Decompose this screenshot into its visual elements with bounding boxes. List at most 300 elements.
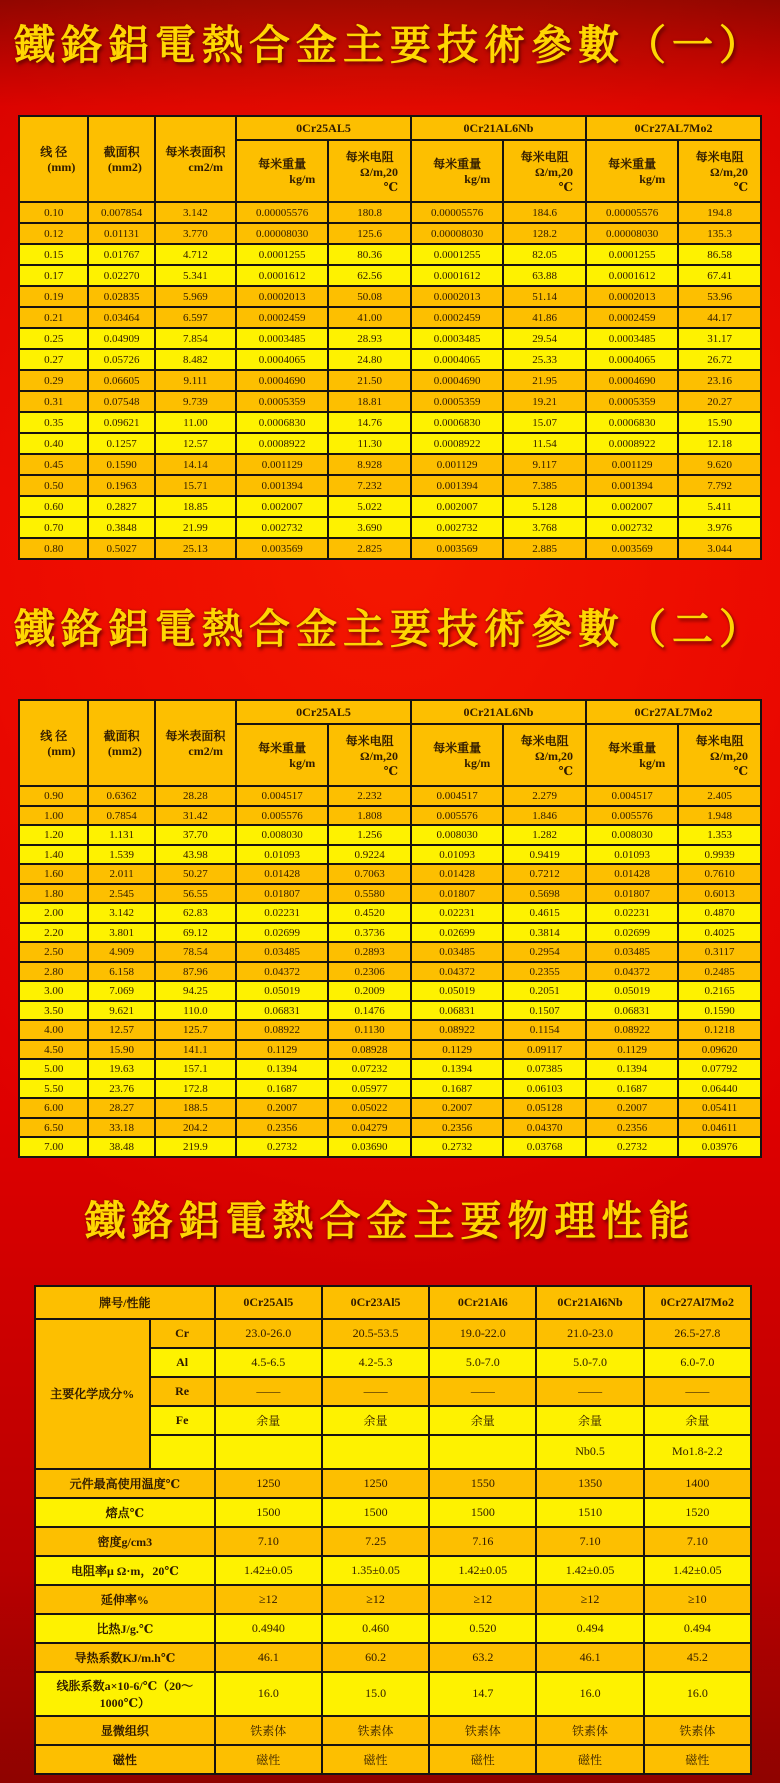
table-cell: 0.06440 bbox=[678, 1079, 761, 1099]
table-cell: 78.54 bbox=[155, 942, 236, 962]
table-cell: 1.131 bbox=[88, 825, 154, 845]
alloy-column-header: 0Cr25Al5 bbox=[215, 1286, 322, 1319]
table-row bbox=[19, 391, 761, 412]
table-cell: 0.05128 bbox=[503, 1098, 586, 1118]
table-cell: 0.07232 bbox=[328, 1059, 411, 1079]
table-cell: 0.01093 bbox=[586, 845, 678, 865]
table-cell: 172.8 bbox=[155, 1079, 236, 1099]
table-row bbox=[19, 884, 761, 904]
table-row bbox=[19, 223, 761, 244]
table-cell: 铁素体 bbox=[536, 1716, 643, 1745]
table-cell: 0.0002459 bbox=[236, 307, 328, 328]
table-cell: 0.15 bbox=[19, 244, 88, 265]
table-cell: 0.1687 bbox=[411, 1079, 503, 1099]
table-cell: 7.10 bbox=[536, 1527, 643, 1556]
table-cell: 0.08928 bbox=[328, 1040, 411, 1060]
table-cell: 3.976 bbox=[678, 517, 761, 538]
table-cell: 0.09620 bbox=[678, 1040, 761, 1060]
table-cell: 1520 bbox=[644, 1498, 751, 1527]
table-cell: —— bbox=[429, 1377, 536, 1406]
table-cell: 0.0005359 bbox=[411, 391, 503, 412]
table-cell: 1500 bbox=[429, 1498, 536, 1527]
table-cell: 0.2007 bbox=[586, 1098, 678, 1118]
table-cell: 0.3736 bbox=[328, 923, 411, 943]
table-cell: 2.80 bbox=[19, 962, 88, 982]
table-cell: 0.21 bbox=[19, 307, 88, 328]
table-row bbox=[19, 1118, 761, 1138]
table-cell: —— bbox=[215, 1377, 322, 1406]
table-cell: 0.01131 bbox=[88, 223, 154, 244]
table-cell: 0.003569 bbox=[586, 538, 678, 559]
table-cell: 135.3 bbox=[678, 223, 761, 244]
table-cell: 0.00005576 bbox=[586, 202, 678, 223]
table-cell: 0.04372 bbox=[586, 962, 678, 982]
table-cell: 0.00008030 bbox=[411, 223, 503, 244]
table-cell: 31.42 bbox=[155, 806, 236, 826]
table-cell: 铁素体 bbox=[215, 1716, 322, 1745]
table-cell: 2.885 bbox=[503, 538, 586, 559]
table-cell: 3.00 bbox=[19, 981, 88, 1001]
table-cell: 15.90 bbox=[678, 412, 761, 433]
table-cell: 0.03768 bbox=[503, 1137, 586, 1157]
table-cell: 0.50 bbox=[19, 475, 88, 496]
table-cell: 4.712 bbox=[155, 244, 236, 265]
table-cell: 0.5580 bbox=[328, 884, 411, 904]
table-cell: 0.3848 bbox=[88, 517, 154, 538]
element-label bbox=[150, 1435, 215, 1469]
table-cell: 0.2827 bbox=[88, 496, 154, 517]
alloy-group-header: 0Cr27AL7Mo2 bbox=[586, 116, 761, 140]
table-cell: 2.279 bbox=[503, 786, 586, 806]
table-cell: 0.06605 bbox=[88, 370, 154, 391]
table-cell: 16.0 bbox=[536, 1672, 643, 1716]
table-cell bbox=[429, 1435, 536, 1469]
table-cell: 0.04370 bbox=[503, 1118, 586, 1138]
table-cell: 63.88 bbox=[503, 265, 586, 286]
table-cell: 0.494 bbox=[644, 1614, 751, 1643]
table-cell: 0.03485 bbox=[586, 942, 678, 962]
params-table-1 bbox=[18, 115, 762, 560]
table-cell: 184.6 bbox=[503, 202, 586, 223]
table-cell: 0.9224 bbox=[328, 845, 411, 865]
table-cell: 50.08 bbox=[328, 286, 411, 307]
table-cell: 15.0 bbox=[322, 1672, 429, 1716]
table-cell: 0.2356 bbox=[586, 1118, 678, 1138]
table-cell: 1.35±0.05 bbox=[322, 1556, 429, 1585]
table-cell: 3.690 bbox=[328, 517, 411, 538]
table-cell bbox=[215, 1435, 322, 1469]
table-row bbox=[35, 1745, 751, 1774]
table-row bbox=[19, 433, 761, 454]
table-cell: 0.005576 bbox=[586, 806, 678, 826]
table-row bbox=[19, 412, 761, 433]
table-cell: 9.620 bbox=[678, 454, 761, 475]
table-cell: 0.01093 bbox=[411, 845, 503, 865]
table-cell: 0.05022 bbox=[328, 1098, 411, 1118]
column-header-diameter: 线 径 (mm) bbox=[19, 116, 88, 202]
table-cell: 0.6013 bbox=[678, 884, 761, 904]
table-row bbox=[19, 806, 761, 826]
table-row bbox=[19, 786, 761, 806]
table-cell: ≥12 bbox=[322, 1585, 429, 1614]
table-cell: 0.0004690 bbox=[411, 370, 503, 391]
table-cell: 0.01093 bbox=[236, 845, 328, 865]
property-label: 密度g/cm3 bbox=[35, 1527, 215, 1556]
table-cell: 0.05726 bbox=[88, 349, 154, 370]
table-cell: 0.05019 bbox=[586, 981, 678, 1001]
table-cell: 7.16 bbox=[429, 1527, 536, 1556]
table-cell: 0.0008922 bbox=[236, 433, 328, 454]
table-cell: 20.27 bbox=[678, 391, 761, 412]
table-cell: 1.353 bbox=[678, 825, 761, 845]
column-header-weight: 每米重量 kg/m bbox=[411, 140, 503, 202]
table-cell: 69.12 bbox=[155, 923, 236, 943]
table-cell: 0.3814 bbox=[503, 923, 586, 943]
table-cell: 0.01428 bbox=[586, 864, 678, 884]
table-row bbox=[19, 349, 761, 370]
table-cell: 0.19 bbox=[19, 286, 88, 307]
table-cell: 9.739 bbox=[155, 391, 236, 412]
table-cell: 0.7610 bbox=[678, 864, 761, 884]
column-header-resistance: 每米电阻 Ω/m,20 ℃ bbox=[503, 724, 586, 786]
table-cell: 0.80 bbox=[19, 538, 88, 559]
table-cell: 0.0002459 bbox=[586, 307, 678, 328]
table-cell: 20.5-53.5 bbox=[322, 1319, 429, 1348]
table-cell: 0.2893 bbox=[328, 942, 411, 962]
column-header-weight: 每米重量 kg/m bbox=[236, 140, 328, 202]
table-cell: 5.50 bbox=[19, 1079, 88, 1099]
table-cell: 0.35 bbox=[19, 412, 88, 433]
table-cell: 0.0001255 bbox=[411, 244, 503, 265]
table-cell: 15.71 bbox=[155, 475, 236, 496]
table-cell: 1350 bbox=[536, 1469, 643, 1498]
table-cell: 0.0003485 bbox=[236, 328, 328, 349]
table-cell: 0.25 bbox=[19, 328, 88, 349]
column-header-area: 截面积 (mm2) bbox=[88, 700, 154, 786]
table-cell: 15.07 bbox=[503, 412, 586, 433]
params-table-2 bbox=[18, 699, 762, 1158]
table-cell: 7.854 bbox=[155, 328, 236, 349]
table-cell: 0.004517 bbox=[411, 786, 503, 806]
table-cell: 0.9939 bbox=[678, 845, 761, 865]
table-cell: 0.05019 bbox=[236, 981, 328, 1001]
table-cell: 0.2355 bbox=[503, 962, 586, 982]
table-cell: 67.41 bbox=[678, 265, 761, 286]
table-cell: 磁性 bbox=[322, 1745, 429, 1774]
table-cell: 0.0002013 bbox=[236, 286, 328, 307]
table-cell: 0.1394 bbox=[586, 1059, 678, 1079]
table-cell: 23.16 bbox=[678, 370, 761, 391]
alloy-group-header: 0Cr25AL5 bbox=[236, 116, 411, 140]
table-cell: 157.1 bbox=[155, 1059, 236, 1079]
table-cell: 0.004517 bbox=[236, 786, 328, 806]
property-label: 元件最高使用温度℃ bbox=[35, 1469, 215, 1498]
table-cell: 1.846 bbox=[503, 806, 586, 826]
table-cell: 9.621 bbox=[88, 1001, 154, 1021]
table-cell: 204.2 bbox=[155, 1118, 236, 1138]
table-cell bbox=[322, 1435, 429, 1469]
table-cell: 1.539 bbox=[88, 845, 154, 865]
table-cell: 23.76 bbox=[88, 1079, 154, 1099]
table-cell: Mo1.8-2.2 bbox=[644, 1435, 751, 1469]
table-cell: 0.05977 bbox=[328, 1079, 411, 1099]
table-cell: 62.83 bbox=[155, 903, 236, 923]
table-cell: 0.01428 bbox=[411, 864, 503, 884]
table-cell: 7.00 bbox=[19, 1137, 88, 1157]
table-cell: 60.2 bbox=[322, 1643, 429, 1672]
table-cell: 125.7 bbox=[155, 1020, 236, 1040]
column-header-resistance: 每米电阻 Ω/m,20 ℃ bbox=[503, 140, 586, 202]
table-cell: 53.96 bbox=[678, 286, 761, 307]
table-cell: 62.56 bbox=[328, 265, 411, 286]
table-cell: 0.02699 bbox=[411, 923, 503, 943]
column-header-surface: 每米表面积 cm2/m bbox=[155, 116, 236, 202]
table-row bbox=[19, 475, 761, 496]
table-cell: 0.0005359 bbox=[586, 391, 678, 412]
table-row bbox=[19, 286, 761, 307]
table-cell: 0.0005359 bbox=[236, 391, 328, 412]
table-cell: 8.482 bbox=[155, 349, 236, 370]
table-cell: 15.90 bbox=[88, 1040, 154, 1060]
table-cell: 0.27 bbox=[19, 349, 88, 370]
table-cell: 1.00 bbox=[19, 806, 88, 826]
table-cell: 0.1590 bbox=[88, 454, 154, 475]
property-label: 导热系数KJ/m.h℃ bbox=[35, 1643, 215, 1672]
table-cell: 0.03464 bbox=[88, 307, 154, 328]
table-cell: 12.18 bbox=[678, 433, 761, 454]
table-cell: 0.2306 bbox=[328, 962, 411, 982]
table-cell: 0.12 bbox=[19, 223, 88, 244]
table-cell: 余量 bbox=[429, 1406, 536, 1435]
table-cell: 余量 bbox=[322, 1406, 429, 1435]
table-cell: 1.42±0.05 bbox=[644, 1556, 751, 1585]
table-cell: 0.4025 bbox=[678, 923, 761, 943]
table-row bbox=[19, 496, 761, 517]
table-cell: 21.50 bbox=[328, 370, 411, 391]
table-cell: 29.54 bbox=[503, 328, 586, 349]
table-cell: 0.2051 bbox=[503, 981, 586, 1001]
table-row bbox=[19, 1098, 761, 1118]
table-cell: 4.909 bbox=[88, 942, 154, 962]
table-cell: 0.02699 bbox=[236, 923, 328, 943]
table-cell: 0.0006830 bbox=[236, 412, 328, 433]
table-cell: 0.001394 bbox=[586, 475, 678, 496]
alloy-column-header: 0Cr23Al5 bbox=[322, 1286, 429, 1319]
table-cell: 50.27 bbox=[155, 864, 236, 884]
table-cell: 0.0006830 bbox=[411, 412, 503, 433]
table-cell: 1250 bbox=[215, 1469, 322, 1498]
table-cell: 1.808 bbox=[328, 806, 411, 826]
table-row bbox=[19, 825, 761, 845]
table-cell: 0.07385 bbox=[503, 1059, 586, 1079]
table-cell: 0.0003485 bbox=[411, 328, 503, 349]
table-cell: 12.57 bbox=[88, 1020, 154, 1040]
table-cell: 0.04372 bbox=[236, 962, 328, 982]
table-cell: 铁素体 bbox=[322, 1716, 429, 1745]
column-header-weight: 每米重量 kg/m bbox=[411, 724, 503, 786]
table-cell: 219.9 bbox=[155, 1137, 236, 1157]
table-cell: 0.002007 bbox=[411, 496, 503, 517]
table-cell: 5.0-7.0 bbox=[536, 1348, 643, 1377]
table-cell: 1.42±0.05 bbox=[215, 1556, 322, 1585]
table-cell: 26.72 bbox=[678, 349, 761, 370]
table-cell: 0.09117 bbox=[503, 1040, 586, 1060]
table-cell: 0.008030 bbox=[236, 825, 328, 845]
table-cell: 21.95 bbox=[503, 370, 586, 391]
table-row bbox=[19, 981, 761, 1001]
table-cell: 0.02699 bbox=[586, 923, 678, 943]
alloy-column-header: 0Cr21Al6 bbox=[429, 1286, 536, 1319]
table-cell: 5.00 bbox=[19, 1059, 88, 1079]
table-cell: 0.07548 bbox=[88, 391, 154, 412]
main-title-1: 鐵鉻鋁電熱合金主要技術參數（一） bbox=[14, 21, 766, 69]
table-row bbox=[35, 1556, 751, 1585]
table-cell: 0.2732 bbox=[236, 1137, 328, 1157]
column-header-weight: 每米重量 kg/m bbox=[236, 724, 328, 786]
table-row bbox=[19, 942, 761, 962]
table-cell: 41.00 bbox=[328, 307, 411, 328]
table-cell: 80.36 bbox=[328, 244, 411, 265]
table-cell: 5.411 bbox=[678, 496, 761, 517]
table-cell: 0.520 bbox=[429, 1614, 536, 1643]
table-cell: Nb0.5 bbox=[536, 1435, 643, 1469]
table-cell: 0.06831 bbox=[236, 1001, 328, 1021]
table-cell: 0.2009 bbox=[328, 981, 411, 1001]
property-label: 比热J/g.℃ bbox=[35, 1614, 215, 1643]
table-cell: 3.044 bbox=[678, 538, 761, 559]
table-cell: 5.341 bbox=[155, 265, 236, 286]
table-cell: 94.25 bbox=[155, 981, 236, 1001]
table-cell: 0.07792 bbox=[678, 1059, 761, 1079]
table-cell: 0.1476 bbox=[328, 1001, 411, 1021]
table-cell: 0.001129 bbox=[236, 454, 328, 475]
table-cell: 2.545 bbox=[88, 884, 154, 904]
table-cell: 3.142 bbox=[88, 903, 154, 923]
table-cell: 0.31 bbox=[19, 391, 88, 412]
table-cell: 0.2007 bbox=[411, 1098, 503, 1118]
table-cell: 7.385 bbox=[503, 475, 586, 496]
table-cell: 44.17 bbox=[678, 307, 761, 328]
table-cell: 0.003569 bbox=[236, 538, 328, 559]
table-cell: 0.0002459 bbox=[411, 307, 503, 328]
table-cell: 1.42±0.05 bbox=[536, 1556, 643, 1585]
alloy-group-header: 0Cr21AL6Nb bbox=[411, 116, 586, 140]
table-cell: 铁素体 bbox=[429, 1716, 536, 1745]
table-cell: 0.03976 bbox=[678, 1137, 761, 1157]
table-cell: 0.003569 bbox=[411, 538, 503, 559]
table-cell: 28.93 bbox=[328, 328, 411, 349]
table-row bbox=[19, 307, 761, 328]
table-cell: 1510 bbox=[536, 1498, 643, 1527]
table-cell: 余量 bbox=[644, 1406, 751, 1435]
table-cell: 0.06831 bbox=[411, 1001, 503, 1021]
table-cell: 7.25 bbox=[322, 1527, 429, 1556]
table-cell: 1400 bbox=[644, 1469, 751, 1498]
table-cell: 0.04909 bbox=[88, 328, 154, 349]
table-cell: ≥12 bbox=[536, 1585, 643, 1614]
table-cell: —— bbox=[644, 1377, 751, 1406]
table-row bbox=[19, 903, 761, 923]
table-cell: 33.18 bbox=[88, 1118, 154, 1138]
table-cell: 7.10 bbox=[215, 1527, 322, 1556]
table-cell: 11.00 bbox=[155, 412, 236, 433]
table-row bbox=[19, 923, 761, 943]
table-cell: 余量 bbox=[215, 1406, 322, 1435]
table-cell: 0.2356 bbox=[411, 1118, 503, 1138]
table-cell: ≥12 bbox=[215, 1585, 322, 1614]
table-cell: 0.1963 bbox=[88, 475, 154, 496]
table-cell: 0.0004065 bbox=[236, 349, 328, 370]
table-cell: 0.1687 bbox=[586, 1079, 678, 1099]
table-cell: 21.0-23.0 bbox=[536, 1319, 643, 1348]
table-cell: 磁性 bbox=[215, 1745, 322, 1774]
table-cell: 0.001394 bbox=[411, 475, 503, 496]
table-cell: 0.60 bbox=[19, 496, 88, 517]
table-cell: 0.04279 bbox=[328, 1118, 411, 1138]
table-cell: 11.30 bbox=[328, 433, 411, 454]
table-row bbox=[19, 1079, 761, 1099]
alloy-group-header: 0Cr27AL7Mo2 bbox=[586, 700, 761, 724]
table-cell: 3.801 bbox=[88, 923, 154, 943]
table-cell: 24.80 bbox=[328, 349, 411, 370]
column-header-area: 截面积 (mm2) bbox=[88, 116, 154, 202]
table-cell: 0.01767 bbox=[88, 244, 154, 265]
table-cell: 86.58 bbox=[678, 244, 761, 265]
table-row bbox=[19, 1001, 761, 1021]
chem-composition-label: 主要化学成分% bbox=[35, 1319, 150, 1469]
table-cell: 0.01807 bbox=[586, 884, 678, 904]
column-header-surface: 每米表面积 cm2/m bbox=[155, 700, 236, 786]
column-header-resistance: 每米电阻 Ω/m,20 ℃ bbox=[328, 140, 411, 202]
table-cell: 0.1507 bbox=[503, 1001, 586, 1021]
element-label: Fe bbox=[150, 1406, 215, 1435]
table-cell: 1500 bbox=[215, 1498, 322, 1527]
table-cell: 0.6362 bbox=[88, 786, 154, 806]
table-cell: 1.60 bbox=[19, 864, 88, 884]
column-header-resistance: 每米电阻 Ω/m,20 ℃ bbox=[678, 724, 761, 786]
property-label: 磁性 bbox=[35, 1745, 215, 1774]
table-cell: 2.50 bbox=[19, 942, 88, 962]
table-cell: 0.0001612 bbox=[411, 265, 503, 286]
table-cell: 2.011 bbox=[88, 864, 154, 884]
table-cell: 0.002007 bbox=[236, 496, 328, 517]
table-cell: 0.0003485 bbox=[586, 328, 678, 349]
table-cell: 0.002007 bbox=[586, 496, 678, 517]
table-cell: 0.1257 bbox=[88, 433, 154, 454]
table-cell: 1.948 bbox=[678, 806, 761, 826]
table-cell: 0.00005576 bbox=[411, 202, 503, 223]
property-label: 熔点℃ bbox=[35, 1498, 215, 1527]
table-cell: 3.142 bbox=[155, 202, 236, 223]
table-cell: 38.48 bbox=[88, 1137, 154, 1157]
table-cell: 0.0006830 bbox=[586, 412, 678, 433]
property-label: 线胀系数a×10-6/℃（20～1000℃） bbox=[35, 1672, 215, 1716]
property-label: 电阻率μ Ω·m，20℃ bbox=[35, 1556, 215, 1585]
table-cell: 0.02231 bbox=[411, 903, 503, 923]
table-cell: ≥12 bbox=[429, 1585, 536, 1614]
physical-properties-table bbox=[34, 1285, 752, 1775]
table-cell: 余量 bbox=[536, 1406, 643, 1435]
table-cell: 45.2 bbox=[644, 1643, 751, 1672]
table-row bbox=[35, 1498, 751, 1527]
table-row bbox=[35, 1614, 751, 1643]
table-cell: 0.00008030 bbox=[236, 223, 328, 244]
table-row bbox=[19, 864, 761, 884]
table-cell: 0.2356 bbox=[236, 1118, 328, 1138]
table-cell: 125.6 bbox=[328, 223, 411, 244]
table-cell: 19.63 bbox=[88, 1059, 154, 1079]
table-cell: 0.40 bbox=[19, 433, 88, 454]
